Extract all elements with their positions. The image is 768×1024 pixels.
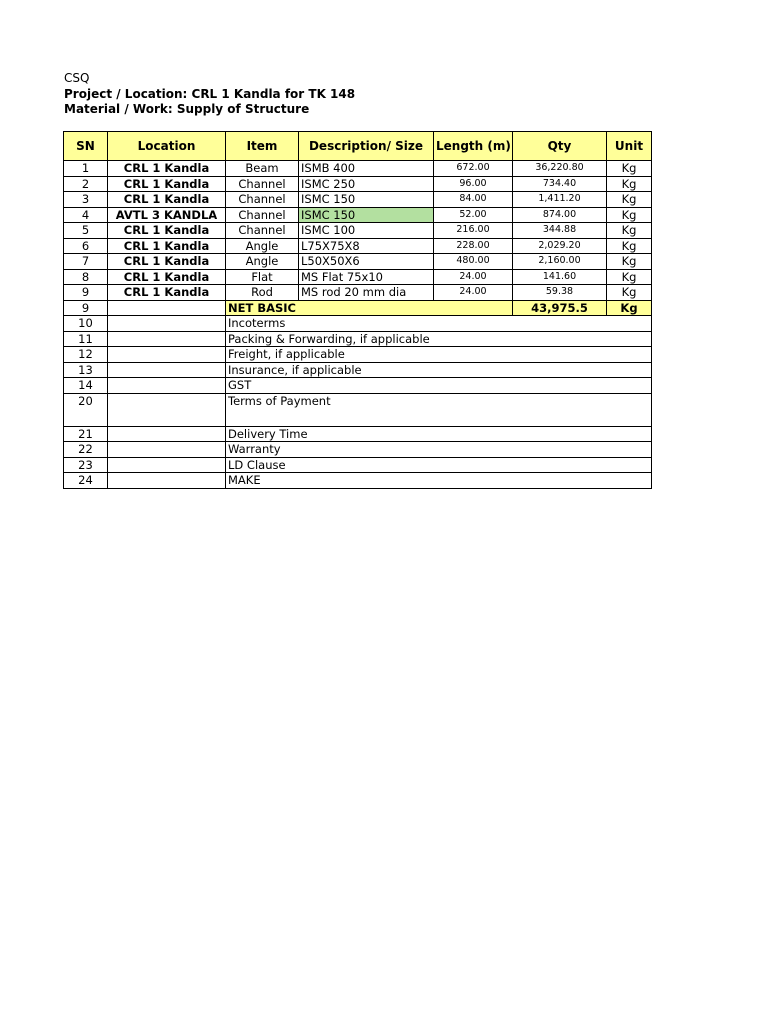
cell-unit: Kg — [607, 207, 652, 223]
cell-location — [108, 426, 226, 442]
cell-location — [108, 457, 226, 473]
terms-row — [64, 331, 652, 347]
net-basic-label: NET BASIC — [226, 300, 513, 316]
table-header — [64, 132, 652, 161]
terms-text: Insurance, if applicable — [226, 362, 652, 378]
cell-description: ISMC 250 — [299, 176, 434, 192]
terms-row — [64, 362, 652, 378]
cell-sn: 12 — [64, 347, 108, 363]
cell-location — [108, 393, 226, 426]
cell-qty: 141.60 — [513, 269, 607, 285]
cell-sn: 5 — [64, 223, 108, 239]
col-header-sn: SN — [64, 132, 108, 161]
cell-item: Channel — [226, 223, 299, 239]
cell-sn: 22 — [64, 442, 108, 458]
cell-location: CRL 1 Kandla — [108, 176, 226, 192]
cell-location: CRL 1 Kandla — [108, 192, 226, 208]
cell-unit: Kg — [607, 223, 652, 239]
cell-item: Channel — [226, 176, 299, 192]
cell-length: 216.00 — [434, 223, 513, 239]
table-row — [64, 254, 652, 270]
cell-description: ISMB 400 — [299, 161, 434, 177]
cell-sn: 21 — [64, 426, 108, 442]
net-basic-unit: Kg — [607, 300, 652, 316]
cell-unit: Kg — [607, 192, 652, 208]
terms-text: Warranty — [226, 442, 652, 458]
terms-text: Packing & Forwarding, if applicable — [226, 331, 652, 347]
cell-location: CRL 1 Kandla — [108, 254, 226, 270]
cell-qty: 1,411.20 — [513, 192, 607, 208]
cell-qty: 874.00 — [513, 207, 607, 223]
terms-text: LD Clause — [226, 457, 652, 473]
cell-sn: 10 — [64, 316, 108, 332]
cell-unit: Kg — [607, 176, 652, 192]
cell-location — [108, 442, 226, 458]
cell-sn: 20 — [64, 393, 108, 426]
terms-text: Freight, if applicable — [226, 347, 652, 363]
terms-row — [64, 316, 652, 332]
net-basic-row — [64, 300, 652, 316]
cell-unit: Kg — [607, 285, 652, 301]
cell-description: MS rod 20 mm dia — [299, 285, 434, 301]
cell-length: 84.00 — [434, 192, 513, 208]
terms-text: MAKE — [226, 473, 652, 489]
cell-item: Beam — [226, 161, 299, 177]
terms-text: Terms of Payment — [226, 393, 652, 426]
quotation-table — [63, 131, 652, 489]
cell-length: 228.00 — [434, 238, 513, 254]
cell-location: CRL 1 Kandla — [108, 161, 226, 177]
cell-sn: 14 — [64, 378, 108, 394]
terms-row — [64, 473, 652, 489]
table-row — [64, 223, 652, 239]
doc-code: CSQ — [64, 71, 90, 85]
cell-sn: 4 — [64, 207, 108, 223]
cell-item: Angle — [226, 238, 299, 254]
terms-text: Incoterms — [226, 316, 652, 332]
project-location: Project / Location: CRL 1 Kandla for TK 148 — [64, 87, 356, 101]
col-header-unit: Unit — [607, 132, 652, 161]
table-row — [64, 207, 652, 223]
col-header-length: Length (m) — [434, 132, 513, 161]
cell-description-highlighted: ISMC 150 — [299, 207, 434, 223]
cell-sn: 7 — [64, 254, 108, 270]
cell-sn: 13 — [64, 362, 108, 378]
cell-length: 52.00 — [434, 207, 513, 223]
cell-unit: Kg — [607, 161, 652, 177]
cell-length: 24.00 — [434, 285, 513, 301]
cell-location: CRL 1 Kandla — [108, 223, 226, 239]
cell-sn: 3 — [64, 192, 108, 208]
cell-location: CRL 1 Kandla — [108, 238, 226, 254]
cell-sn: 24 — [64, 473, 108, 489]
terms-row — [64, 442, 652, 458]
cell-location — [108, 473, 226, 489]
cell-qty: 734.40 — [513, 176, 607, 192]
cell-sn: 1 — [64, 161, 108, 177]
table-row — [64, 161, 652, 177]
terms-row — [64, 378, 652, 394]
cell-qty: 2,029.20 — [513, 238, 607, 254]
table-row — [64, 192, 652, 208]
col-header-qty: Qty — [513, 132, 607, 161]
terms-row — [64, 457, 652, 473]
cell-description: ISMC 100 — [299, 223, 434, 239]
cell-item: Flat — [226, 269, 299, 285]
cell-length: 96.00 — [434, 176, 513, 192]
cell-sn: 9 — [64, 300, 108, 316]
cell-sn: 2 — [64, 176, 108, 192]
cell-qty: 59.38 — [513, 285, 607, 301]
table-row — [64, 238, 652, 254]
cell-description: ISMC 150 — [299, 192, 434, 208]
cell-location — [108, 378, 226, 394]
table-row — [64, 285, 652, 301]
cell-location: CRL 1 Kandla — [108, 285, 226, 301]
cell-qty: 2,160.00 — [513, 254, 607, 270]
cell-qty: 344.88 — [513, 223, 607, 239]
net-basic-qty: 43,975.5 — [513, 300, 607, 316]
cell-location — [108, 300, 226, 316]
cell-item: Rod — [226, 285, 299, 301]
terms-row — [64, 426, 652, 442]
cell-sn: 8 — [64, 269, 108, 285]
cell-length: 24.00 — [434, 269, 513, 285]
material-work: Material / Work: Supply of Structure — [64, 102, 310, 116]
cell-length: 480.00 — [434, 254, 513, 270]
table-row — [64, 269, 652, 285]
cell-unit: Kg — [607, 269, 652, 285]
cell-sn: 9 — [64, 285, 108, 301]
terms-text: GST — [226, 378, 652, 394]
cell-location — [108, 347, 226, 363]
cell-item: Channel — [226, 207, 299, 223]
cell-qty: 36,220.80 — [513, 161, 607, 177]
cell-description: MS Flat 75x10 — [299, 269, 434, 285]
cell-sn: 23 — [64, 457, 108, 473]
terms-row — [64, 347, 652, 363]
table-row — [64, 176, 652, 192]
cell-location — [108, 362, 226, 378]
cell-item: Channel — [226, 192, 299, 208]
cell-location — [108, 316, 226, 332]
terms-row — [64, 393, 652, 426]
cell-unit: Kg — [607, 254, 652, 270]
cell-description: L75X75X8 — [299, 238, 434, 254]
cell-location: AVTL 3 KANDLA — [108, 207, 226, 223]
cell-location: CRL 1 Kandla — [108, 269, 226, 285]
cell-length: 672.00 — [434, 161, 513, 177]
col-header-description: Description/ Size — [299, 132, 434, 161]
cell-unit: Kg — [607, 238, 652, 254]
terms-text: Delivery Time — [226, 426, 652, 442]
col-header-location: Location — [108, 132, 226, 161]
cell-item: Angle — [226, 254, 299, 270]
cell-location — [108, 331, 226, 347]
cell-sn: 11 — [64, 331, 108, 347]
cell-sn: 6 — [64, 238, 108, 254]
col-header-item: Item — [226, 132, 299, 161]
cell-description: L50X50X6 — [299, 254, 434, 270]
